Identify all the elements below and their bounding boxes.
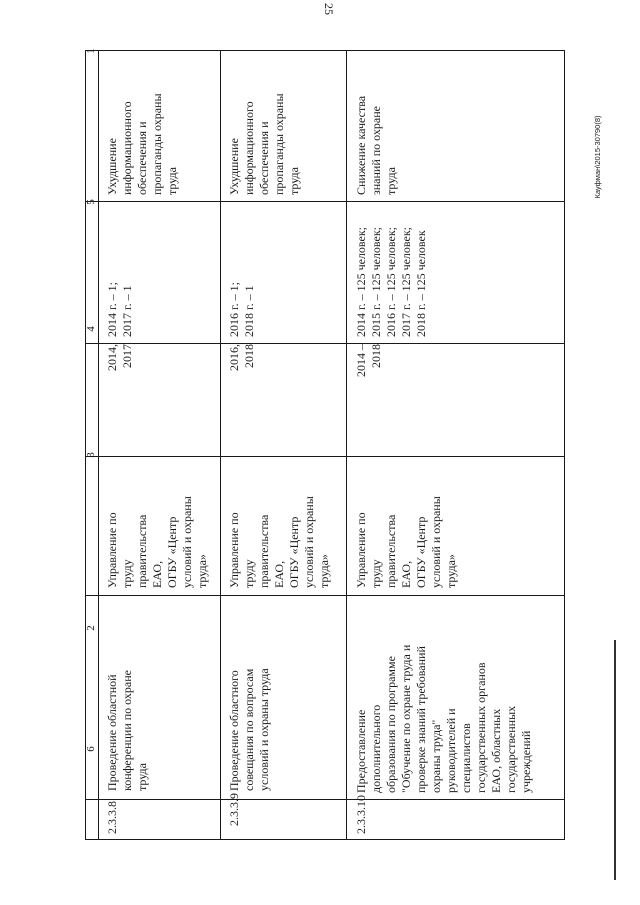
document-code: Кауфман\2015-30790(8) (593, 115, 602, 199)
column-header: 4 (85, 326, 97, 332)
event-name-cell: Проведение областной конференции по охране труда (105, 670, 149, 791)
row-divider (220, 50, 221, 840)
table-border-left (85, 839, 565, 840)
column-header: 1 (85, 48, 97, 54)
consequence-cell: Снижение качества знаний по охране труда (354, 95, 398, 195)
column-divider (85, 50, 565, 51)
years-cell: 2014 – 2018 (354, 344, 383, 377)
indicator-cell: 2016 г. – 1; 2018 г. – 1 (227, 282, 256, 337)
executor-cell: Управление по труду правительства ЕАО, ОГБУ «Центр условий и охраны труда» (105, 496, 209, 588)
years-cell: 2014, 2017 (105, 344, 134, 371)
column-divider (85, 799, 565, 800)
scan-edge-line (614, 640, 616, 880)
column-header: 6 (85, 746, 97, 752)
page-number: 25 (322, 3, 336, 15)
event-name-cell: Проведение областного совещания по вопросам условий и охраны труда (227, 668, 271, 791)
executor-cell: Управление по труду правительства ЕАО, ОГБУ «Центр условий и охраны труда» (227, 496, 331, 588)
column-header: 3 (85, 452, 97, 458)
column-header: 2 (85, 625, 97, 631)
event-name-cell: Предоставление дополнительного образования по программе "Обучение по охране труда и проверке знаний требований охраны труда" руководителей и специалистов государственных органов ЕАО, областных государственных учреждений (354, 644, 533, 793)
consequence-cell: Ухудшение информационного обеспечения и пропаганды охраны труда (105, 93, 179, 195)
row-number-cell: 2.3.3.8 (105, 801, 119, 834)
row-divider (346, 50, 347, 840)
column-divider (85, 201, 565, 202)
rotated-table (85, 50, 565, 840)
consequence-cell: Ухудшение информационного обеспечения и пропаганды охраны труда (227, 93, 301, 195)
years-cell: 2016, 2018 (227, 344, 256, 371)
table-border-bottom (564, 50, 565, 840)
row-number-cell: 2.3.3.9 (227, 793, 241, 826)
header-row-divider (98, 50, 99, 840)
column-divider (85, 343, 565, 344)
indicator-cell: 2014 г. – 1; 2017 г. – 1 (105, 282, 134, 337)
executor-cell: Управление по труду правительства ЕАО, ОГБУ «Центр условий и охраны труда» (354, 496, 458, 588)
column-header: 5 (85, 199, 97, 205)
indicator-cell: 2014 г. – 125 человек; 2015 г. – 125 человек; 2016 г. – 125 человек; 2017 г. – 125 человек; 2018 г. – 125 человек (354, 226, 428, 337)
row-number-cell: 2.3.3.10 (354, 795, 368, 834)
